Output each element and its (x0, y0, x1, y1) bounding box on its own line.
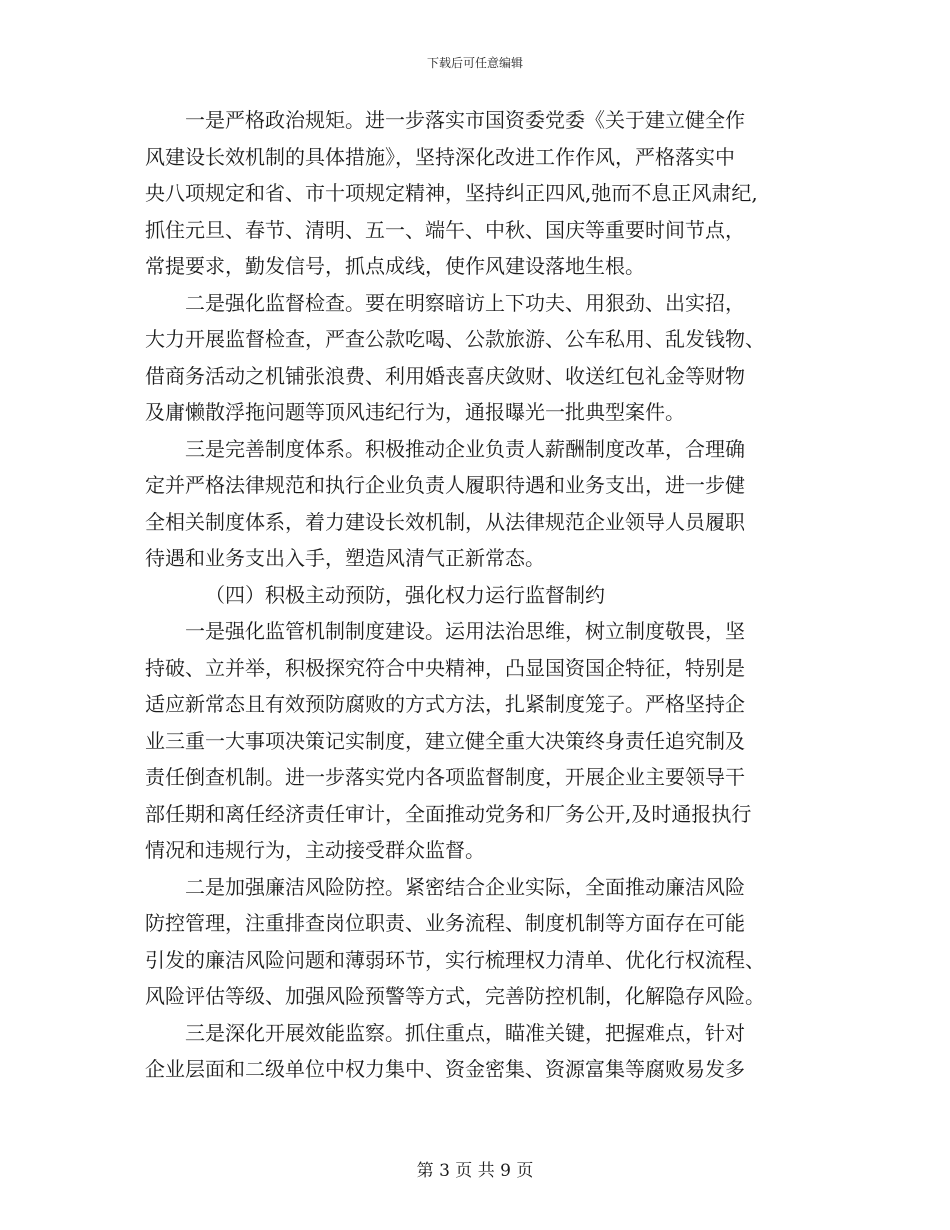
page-header: 下载后可任意编辑 (426, 56, 523, 70)
text-line: 部任期和离任经济责任审计，全面推动党务和厂务公开,及时通报执行 (145, 801, 752, 826)
text-line: 防控管理，注重排查岗位职责、业务流程、制度机制等方面存在可能 (145, 911, 745, 935)
text-line: 三是深化开展效能监察。抓住重点，瞄准关键，把握难点，针对 (185, 1020, 745, 1045)
text-line: 引发的廉洁风险问题和薄弱环节，实行梳理权力清单、优化行权流程、 (145, 947, 765, 972)
text-line: 一是强化监管机制制度建设。运用法治思维，树立制度敬畏，坚 (185, 619, 745, 643)
text-line: 情况和违规行为，主动接受群众监督。 (145, 838, 485, 862)
text-line: 借商务活动之机铺张浪费、利用婚丧喜庆敛财、收送红包礼金等财物 (145, 363, 745, 388)
text-line: 常提要求，勤发信号，抓点成线，使作风建设落地生根。 (145, 254, 645, 278)
text-line: 央八项规定和省、市十项规定精神，坚持纠正四风,弛而不息正风肃纪, (145, 181, 758, 205)
text-line: 风建设长效机制的具体措施》，坚持深化改进工作作风，严格落实中 (145, 144, 735, 169)
text-line: 抓住元旦、春节、清明、五一、端午、中秋、国庆等重要时间节点， (145, 217, 745, 242)
text-line: 三是完善制度体系。积极推动企业负责人薪酬制度改革，合理确 (185, 436, 745, 461)
text-line: 企业层面和二级单位中权力集中、资金密集、资源富集等腐败易发多 (145, 1057, 745, 1081)
text-line: 持破、立并举，积极探究符合中央精神，凸显国资国企特征，特别是 (145, 655, 745, 680)
text-line: 全相关制度体系，着力建设长效机制，从法律规范企业领导人员履职 (145, 509, 745, 534)
text-line: 及庸懒散浮拖问题等顶风违纪行为，通报曝光一批典型案件。 (145, 400, 685, 424)
text-line: 风险评估等级、加强风险预警等方式，完善防控机制，化解隐存风险。 (145, 984, 765, 1008)
text-line: 二是强化监督检查。要在明察暗访上下功夫、用狠劲、出实招， (185, 290, 745, 315)
text-line: 二是加强廉洁风险防控。紧密结合企业实际，全面推动廉洁风险 (185, 874, 745, 899)
text-line: 责任倒查机制。进一步落实党内各项监督制度，开展企业主要领导干 (145, 765, 745, 789)
text-line: 待遇和业务支出入手，塑造风清气正新常态。 (145, 546, 545, 570)
section-heading: （四）积极主动预防，强化权力运行监督制约 (205, 582, 605, 607)
document-body (145, 102, 817, 1088)
text-line: 一是严格政治规矩。进一步落实市国资委党委《关于建立健全作 (185, 108, 745, 132)
page-footer: 第 3 页 共 9 页 (416, 1161, 534, 1181)
text-line: 适应新常态且有效预防腐败的方式方法，扎紧制度笼子。严格坚持企 (145, 692, 745, 716)
text-line: 业三重一大事项决策记实制度，建立健全重大决策终身责任追究制及 (145, 728, 745, 753)
text-line: 大力开展监督检查，严查公款吃喝、公款旅游、公车私用、乱发钱物、 (145, 327, 765, 351)
text-line: 定并严格法律规范和执行企业负责人履职待遇和业务支出，进一步健 (145, 473, 745, 497)
